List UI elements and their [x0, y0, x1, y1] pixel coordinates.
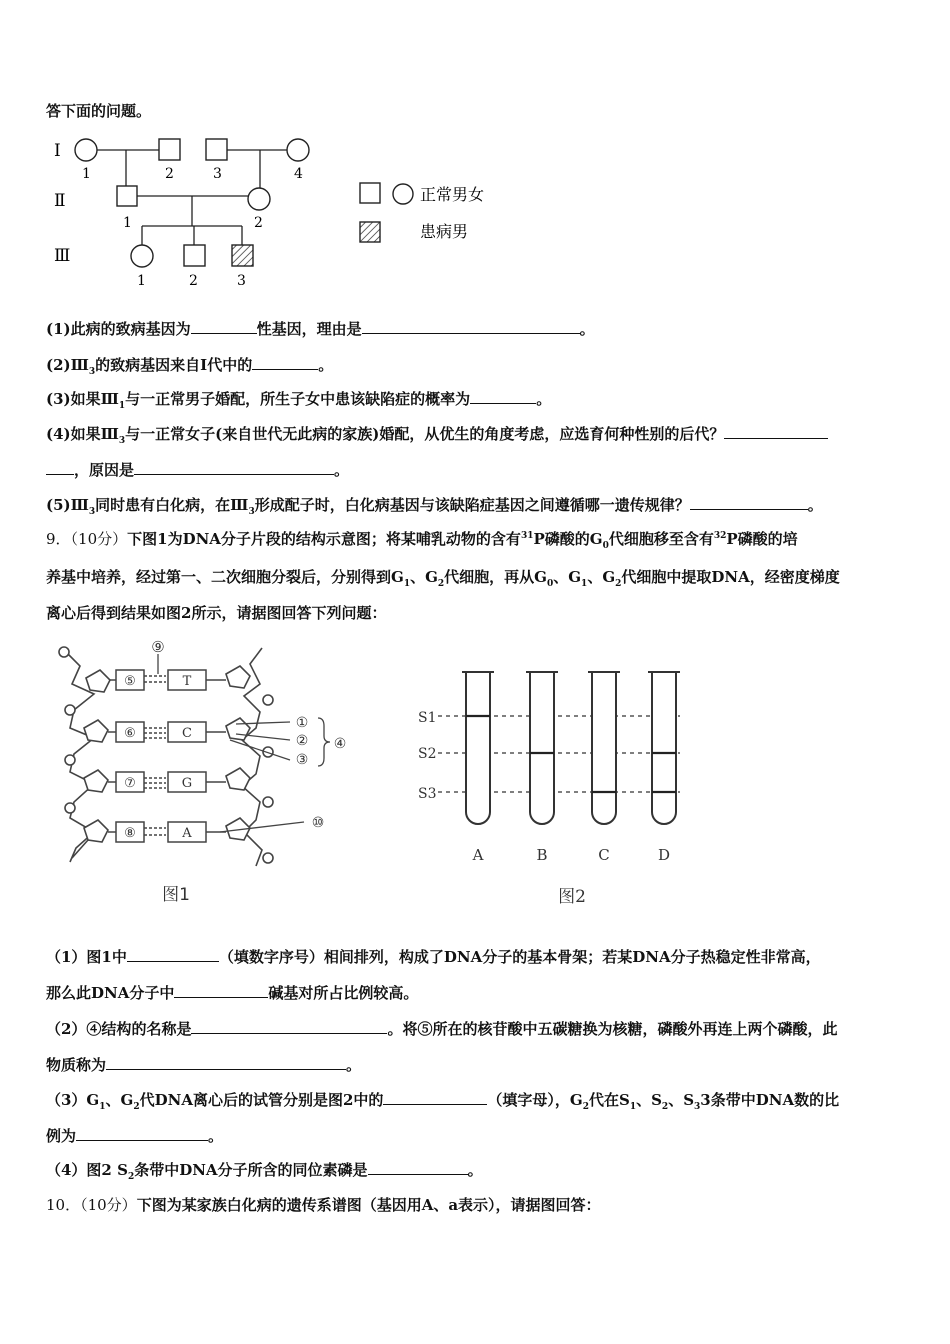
answer-blank[interactable]	[470, 388, 536, 404]
answer-blank[interactable]	[690, 494, 808, 510]
svg-text:1: 1	[137, 273, 146, 289]
callout-9: ⑨	[151, 638, 165, 656]
base-label: C	[182, 726, 192, 741]
q8-part5: $(5)Ⅲ_3$同时患有白化病，在$Ⅲ_3$形成配子时，白化病基因与该缺陷症基因之间遵循哪一遗传规律？ 。	[46, 496, 823, 517]
svg-text:2: 2	[189, 273, 198, 289]
gen-label-2: Ⅱ	[54, 191, 66, 211]
q8-part4-cont: ，原因是 。	[46, 459, 349, 480]
q10-stem: 10．（10分）下图为某家族白化病的遗传系谱图（基因用A、a表示），请据图回答：	[46, 1196, 601, 1214]
svg-text:3: 3	[213, 166, 222, 182]
legend-affected-icon	[360, 222, 380, 242]
centrifuge-tubes-figure	[410, 660, 700, 910]
answer-blank[interactable]	[134, 459, 334, 475]
callout-10: ⑩	[311, 815, 325, 831]
tube-c	[592, 672, 616, 824]
base-label: ⑥	[124, 726, 136, 741]
q9-part4: （4）图2 $S_2$条带中DNA分子所含的同位素磷是 。	[46, 1161, 483, 1182]
band-label-s3: S3	[418, 786, 437, 802]
answer-blank[interactable]	[174, 982, 268, 998]
answer-blank[interactable]	[76, 1125, 208, 1141]
svg-text:1: 1	[123, 215, 132, 231]
q9-stem-line2: 养基中培养，经过第一、二次细胞分裂后，分别得到$G_1$、$G_2$代细胞，再从$G_0$、$G_1$、$G_2$代细胞中提取DNA，经密度梯度	[46, 568, 840, 589]
answer-blank[interactable]	[106, 1054, 346, 1070]
callout-3: ③	[295, 752, 309, 768]
q8-part1: (1)此病的致病基因为 性基因，理由是 。	[46, 320, 595, 338]
callout-1: ①	[295, 715, 309, 731]
svg-text:2: 2	[165, 166, 174, 182]
base-label: ⑤	[124, 674, 136, 689]
q9-part3: $(3)G_1$、$G_2$代DNA离心后的试管分别是图2中的 （填字母），$G_2$代在$S_1$、$S_2$、$S_33$条带中DNA数的比	[46, 1091, 840, 1112]
base-label: G	[181, 776, 193, 791]
gen-label-1: Ⅰ	[54, 141, 61, 161]
q9-part2-cont: 物质称为 。	[46, 1056, 362, 1074]
q8-part2: $(2)Ⅲ_3$的致病基因来自Ⅰ代中的 。	[46, 356, 334, 377]
callout-2: ②	[295, 733, 309, 749]
answer-blank[interactable]	[252, 354, 318, 370]
tube-label-c: C	[598, 846, 610, 864]
answer-blank[interactable]	[368, 1159, 468, 1175]
answer-blank[interactable]	[191, 318, 257, 334]
q8-part4: (4)如果$Ⅲ_3$与一正常女子(来自世代无此病的家族)婚配，从优生的角度考虑，应选育何种性别的后代？	[46, 423, 828, 446]
legend-normal-female-icon	[393, 184, 413, 204]
base-label: ⑧	[124, 826, 136, 841]
dna-structure-figure	[50, 636, 360, 911]
tube-label-b: B	[536, 846, 548, 864]
tube-b	[530, 672, 554, 824]
person-I3	[206, 139, 227, 160]
answer-blank[interactable]	[724, 423, 828, 439]
svg-text:1: 1	[82, 166, 91, 182]
legend-normal-male-icon	[360, 183, 380, 203]
tube-label-a: A	[472, 846, 484, 864]
answer-blank[interactable]	[362, 318, 580, 334]
q9-part3-cont: 例为 。	[46, 1127, 224, 1145]
person-II2	[248, 188, 270, 210]
q9-part1-cont: 那么此DNA分子中 碱基对所占比例较高。	[46, 984, 419, 1002]
callout-4: ④	[333, 736, 347, 752]
intro-text: 答下面的问题。	[46, 102, 152, 120]
answer-blank[interactable]	[191, 1018, 387, 1034]
person-I2	[159, 139, 180, 160]
answer-blank[interactable]	[383, 1089, 487, 1105]
base-label: T	[182, 674, 192, 689]
pedigree-chart	[40, 130, 510, 295]
q9-stem-line1: 9．（10分）下图1为DNA分子片段的结构示意图；将某哺乳动物的含有$^{31}$P磷酸的$G_0$代细胞移至含有$^{32}$P磷酸的培	[46, 530, 798, 551]
legend-affected-label: 患病男	[420, 222, 469, 241]
svg-text:4: 4	[294, 166, 303, 182]
gen-label-3: Ⅲ	[54, 246, 71, 266]
q9-part2: （2）④结构的名称是 。将⑤所在的核苷酸中五碳糖换为核糖，磷酸外再连上两个磷酸，此	[46, 1020, 838, 1038]
person-III3-affected	[232, 245, 253, 266]
base-label: ⑦	[124, 776, 136, 791]
q8-part3: (3)如果$Ⅲ_1$与一正常男子婚配，所生子女中患该缺陷症的概率为 。	[46, 390, 552, 411]
person-I4	[287, 139, 309, 161]
person-III2	[184, 245, 205, 266]
q9-part1: （1）图1中 （填数字序号）相间排列，构成了DNA分子的基本骨架；若某DNA分子热稳定性非常高，	[46, 948, 821, 966]
legend-normal-label: 正常男女	[420, 185, 485, 204]
figure1-label: 图1	[162, 885, 190, 905]
figure2-label: 图2	[558, 887, 586, 907]
band-label-s1: S1	[418, 710, 437, 726]
answer-blank[interactable]	[127, 946, 219, 962]
svg-text:2: 2	[254, 215, 263, 231]
q9-stem-line3: 离心后得到结果如图2所示，请据图回答下列问题：	[46, 604, 387, 622]
tube-a	[466, 672, 490, 824]
tube-d	[652, 672, 676, 824]
band-label-s2: S2	[418, 746, 437, 762]
person-II1	[117, 186, 137, 206]
person-III1	[131, 245, 153, 267]
tube-label-d: D	[657, 846, 671, 864]
svg-text:3: 3	[237, 273, 246, 289]
person-I1	[75, 139, 97, 161]
base-label: A	[182, 826, 192, 841]
answer-blank[interactable]	[46, 459, 74, 475]
